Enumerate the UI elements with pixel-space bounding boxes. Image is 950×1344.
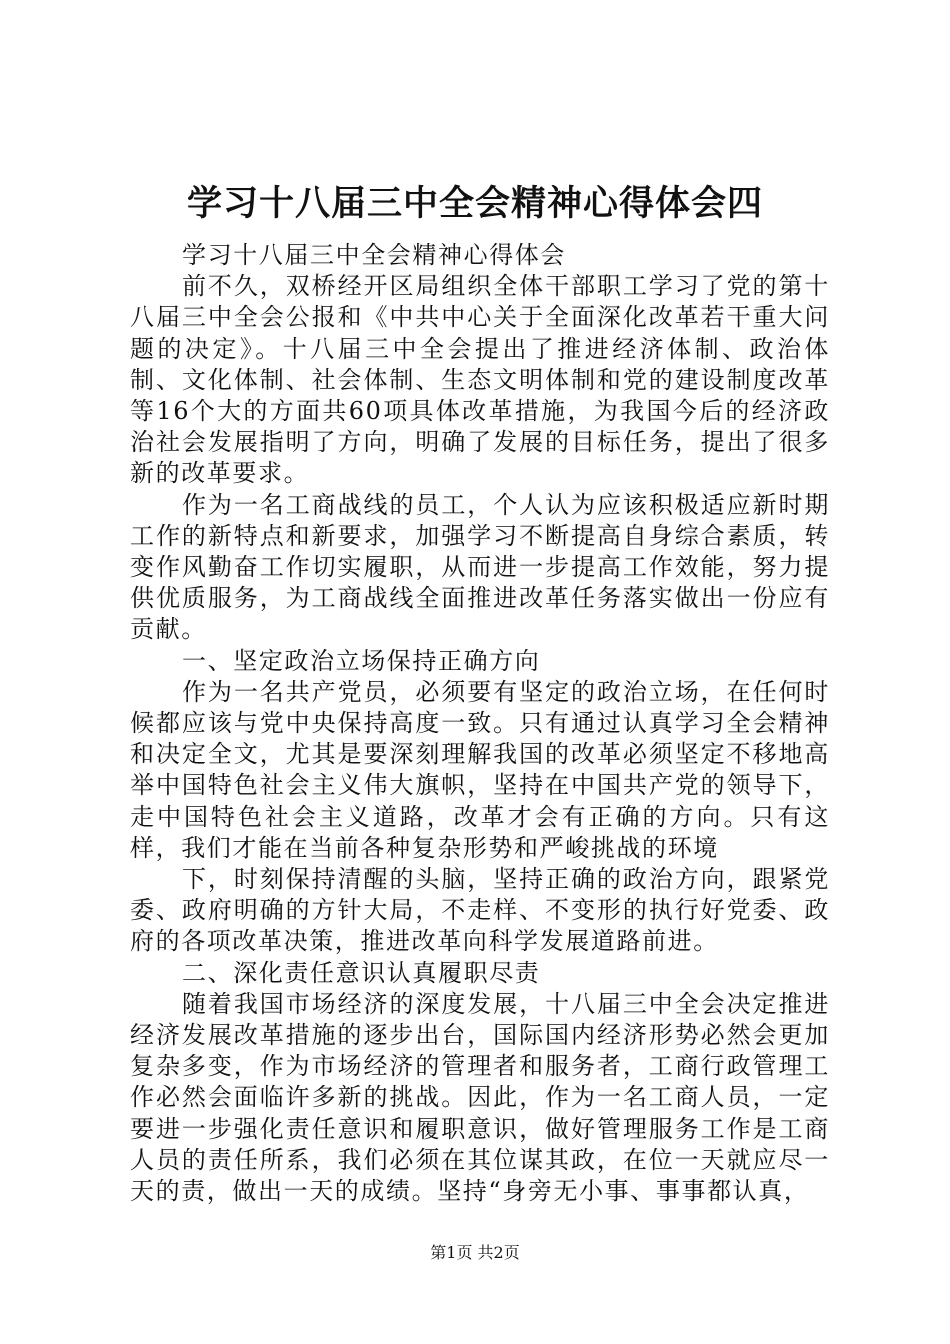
page-number-footer: 第1页 共2页 — [430, 1243, 520, 1262]
section-heading: 一、坚定政治立场保持正确方向 — [182, 646, 541, 675]
section-heading: 二、深化责任意识认真履职尽责 — [182, 958, 541, 987]
body-paragraph: 作为一名共产党员，必须要有坚定的政治立场，在任何时候都应该与党中央保持高度一致。只有通过认真学习全会精神和决定全文，尤其是要深刻理解我国的改革必须坚定不移地高举中国特色社会主义伟大旗帜，坚持在中国共产党的领导下，走中国特色社会主义道路，改革才会有正确的方向。只有这样，我们才能在当前各种复杂形势和严峻挑战的环境 — [130, 677, 830, 862]
body-paragraph: 前不久，双桥经开区局组织全体干部职工学习了党的第十八届三中全会公报和《中共中心关于全面深化改革若干重大问题的决定》。十八届三中全会提出了推进经济体制、政治体制、文化体制、社会体制、生态文明体制和党的建设制度改革等16个大的方面共60项具体改革措施，为我国今后的经济政治社会发展指明了方向，明确了发展的目标任务，提出了很多新的改革要求。 — [130, 272, 830, 488]
document-body — [130, 240, 830, 1207]
body-paragraph: 下，时刻保持清醒的头脑，坚持正确的政治方向，跟紧党委、政府明确的方针大局，不走样、不变形的执行好党委、政府的各项改革决策，推进改革向科学发展道路前进。 — [130, 865, 830, 956]
subtitle-paragraph: 学习十八届三中全会精神心得体会 — [182, 241, 566, 269]
body-paragraph: 随着我国市场经济的深度发展，十八届三中全会决定推进经济发展改革措施的逐步出台，国际国内经济形势必然会更加复杂多变，作为市场经济的管理者和服务者，工商行政管理工作必然会面临许多新的挑战。因此，作为一名工商人员，一定要进一步强化责任意识和履职意识，做好管理服务工作是工商人员的责任所系，我们必须在其位谋其政，在位一天就应尽一天的责，做出一天的成绩。坚持“身旁无小事、事事都认真， — [130, 989, 830, 1206]
body-paragraph: 作为一名工商战线的员工，个人认为应该积极适应新时期工作的新特点和新要求，加强学习不断提高自身综合素质，转变作风勤奋工作切实履职，从而进一步提高工作效能，努力提供优质服务，为工商战线全面推进改革任务落实做出一份应有贡献。 — [130, 490, 830, 644]
document-title: 学习十八届三中全会精神心得体会四 — [186, 183, 763, 224]
